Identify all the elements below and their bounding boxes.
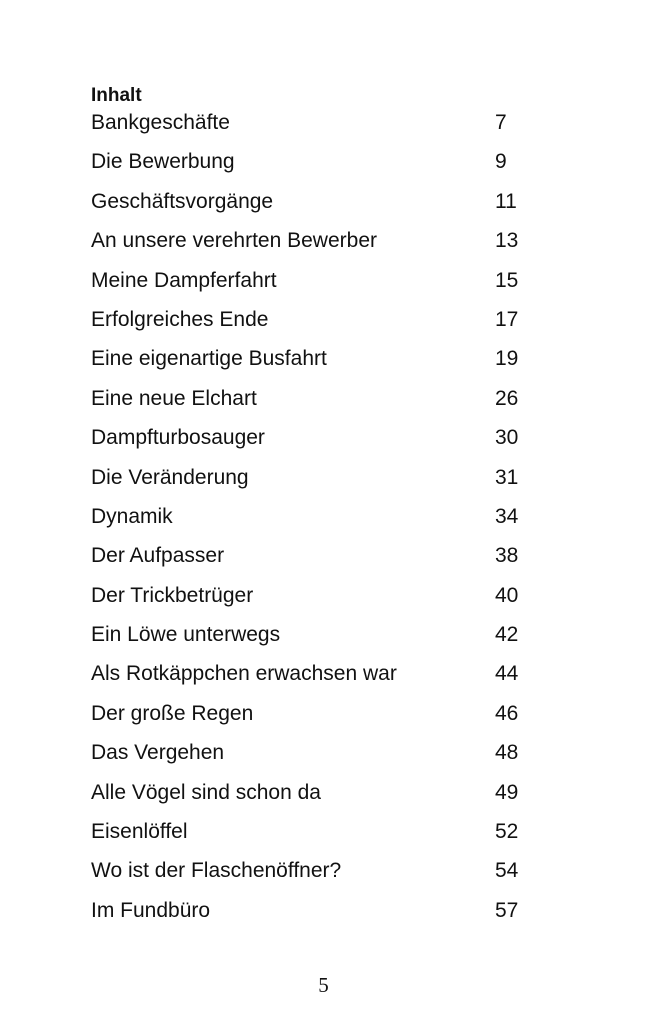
toc-entry-page: 54 <box>495 859 519 883</box>
toc-entry-page: 57 <box>495 898 519 922</box>
toc-entry-page: 40 <box>495 583 519 607</box>
toc-entry-page: 31 <box>495 465 519 489</box>
toc-entry-page: 49 <box>495 780 519 804</box>
toc-entry-page: 11 <box>495 189 517 213</box>
toc-entry <box>91 504 531 543</box>
toc-list <box>91 110 531 937</box>
toc-entry-page: 30 <box>495 426 519 450</box>
toc-entry-title: Eine neue Elchart <box>91 386 257 410</box>
toc-entry <box>91 189 531 228</box>
toc-entry <box>91 543 531 582</box>
toc-entry-title: Dynamik <box>91 504 173 528</box>
toc-entry-title: Der Trickbetrüger <box>91 583 254 607</box>
toc-entry-page: 17 <box>495 307 519 331</box>
toc-entry <box>91 740 531 779</box>
toc-entry-title: Eisenlöffel <box>91 820 188 844</box>
toc-entry <box>91 228 531 267</box>
toc-entry <box>91 898 531 937</box>
toc-entry-title: Geschäftsvorgänge <box>91 189 274 213</box>
toc-entry-title: Als Rotkäppchen erwachsen war <box>91 662 397 686</box>
toc-entry-title: Erfolgreiches Ende <box>91 307 269 331</box>
toc-entry <box>91 701 531 740</box>
toc-entry <box>91 307 531 346</box>
toc-entry-title: Wo ist der Flaschenöffner? <box>91 859 342 883</box>
toc-entry <box>91 622 531 661</box>
toc-entry <box>91 268 531 307</box>
toc-entry-title: Ein Löwe unterwegs <box>91 623 281 647</box>
toc-entry <box>91 858 531 897</box>
toc-entry-page: 44 <box>495 662 519 686</box>
toc-entry-page: 48 <box>495 741 519 765</box>
toc-entry <box>91 425 531 464</box>
toc-entry <box>91 780 531 819</box>
toc-entry-page: 9 <box>495 150 507 174</box>
toc-entry-title: Meine Dampferfahrt <box>91 268 277 292</box>
toc-entry-title: Dampfturbosauger <box>91 426 265 450</box>
toc-entry-page: 46 <box>495 701 519 725</box>
toc-entry <box>91 386 531 425</box>
toc-entry-page: 34 <box>495 504 519 528</box>
toc-entry-title: Bankgeschäfte <box>91 111 230 134</box>
toc-entry <box>91 149 531 188</box>
toc-entry-page: 15 <box>495 268 519 292</box>
toc-entry <box>91 819 531 858</box>
toc-entry-title: An unsere verehrten Bewerber <box>91 229 377 253</box>
toc-entry-title: Der große Regen <box>91 701 254 725</box>
toc-entry-page: 42 <box>495 623 519 647</box>
toc-entry-page: 38 <box>495 544 519 568</box>
toc-heading: Inhalt <box>91 85 142 106</box>
toc-entry <box>91 346 531 385</box>
toc-entry-title: Das Vergehen <box>91 741 225 765</box>
page-number: 5 <box>318 973 329 997</box>
toc-entry-page: 26 <box>495 386 519 410</box>
toc-entry-title: Die Veränderung <box>91 465 249 489</box>
toc-entry-title: Die Bewerbung <box>91 150 235 174</box>
toc-entry-page: 7 <box>495 111 507 134</box>
toc-entry-title: Alle Vögel sind schon da <box>91 780 321 804</box>
toc-entry <box>91 465 531 504</box>
toc-entry-page: 52 <box>495 820 519 844</box>
toc-entry <box>91 583 531 622</box>
toc-entry <box>91 661 531 700</box>
toc-entry-page: 19 <box>495 347 519 371</box>
toc-entry-title: Im Fundbüro <box>91 898 211 922</box>
toc-entry <box>91 110 531 149</box>
toc-entry-page: 13 <box>495 229 519 253</box>
toc-entry-title: Eine eigenartige Busfahrt <box>91 347 327 371</box>
toc-entry-title: Der Aufpasser <box>91 544 225 568</box>
